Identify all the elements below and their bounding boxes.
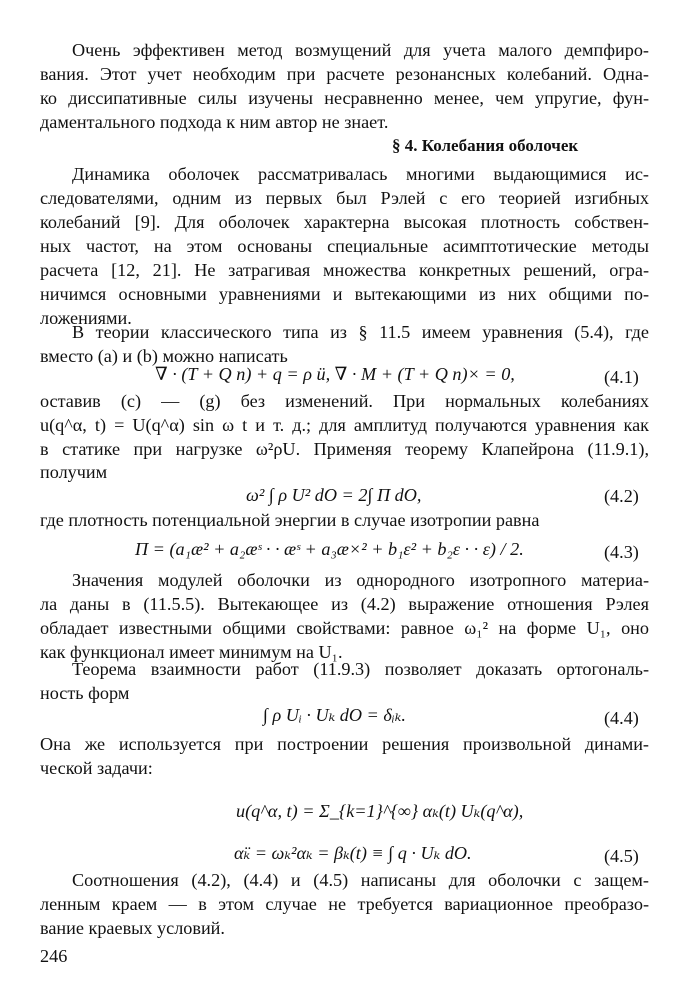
text-line: ность форм: [40, 683, 130, 703]
text-line: вания. Этот учет необходим при расчете резонансных колебаний. Одна-: [40, 64, 649, 84]
text-line: Она же используется при построении решения произвольной динами-: [40, 734, 649, 754]
text-line: Значения модулей оболочки из однородного изотропного материа-: [72, 570, 649, 590]
text-line: ничимся основными уравнениями и вытекающими из них общими по-: [40, 284, 649, 304]
text-line: ных частот, на этом основаны специальные асимптотические методы: [40, 236, 649, 256]
text-line: в статике при нагрузке ω²ρU. Применяя теорему Клапейрона (11.9.1),: [40, 439, 649, 459]
text-line: Динамика оболочек рассматривалась многими выдающимися ис-: [72, 164, 649, 184]
text-line: ложениями.: [40, 308, 132, 328]
equation-4-4: ∫ ρ Uᵢ · Uₖ dO = δᵢₖ.: [263, 705, 406, 725]
text-line: следователями, одним из первых был Рэлей с его теорией изгибных: [40, 188, 649, 208]
text-line: оставив (c) — (g) без изменений. При нормальных колебаниях: [40, 391, 649, 411]
equation-4-2: ω² ∫ ρ U² dO = 2∫ Π dO,: [246, 485, 422, 505]
text-line: даментального подхода к ним автор не знает.: [40, 112, 389, 132]
text-line: как функционал имеет минимум на U₁.: [40, 642, 343, 662]
text-line: ческой задачи:: [40, 758, 153, 778]
text-line: получим: [40, 462, 108, 482]
text-line: колебаний [9]. Для оболочек характерна высокая плотность собствен-: [40, 212, 649, 232]
equation-number: (4.1): [604, 367, 639, 387]
equation-4-3: Π = (a₁æ² + a₂æˢ · · æˢ + a₃æ×² + b₁ε² + b₂ε · · ε) / 2.: [135, 539, 524, 559]
equation-number: (4.3): [604, 542, 639, 562]
text-line: расчета [12, 21]. Не затрагивая множества конкретных решений, огра-: [40, 260, 649, 280]
equation-4-5-line-1: u(q^α, t) = Σ_{k=1}^{∞} αₖ(t) Uₖ(q^α),: [236, 801, 524, 821]
text-line: вместо (a) и (b) можно написать: [40, 346, 288, 366]
text-line: ла даны в (11.5.5). Вытекающее из (4.2) выражение отношения Рэлея: [40, 594, 649, 614]
page-number: 246: [40, 946, 68, 966]
text-line: В теории классического типа из § 11.5 имеем уравнения (5.4), где: [72, 322, 649, 342]
text-line: где плотность потенциальной энергии в случае изотропии равна: [40, 510, 540, 530]
equation-4-1: ∇ · (T + Q n) + q = ρ ü, ∇ · M + (T + Q n)× = 0,: [155, 364, 515, 384]
text-line: Очень эффективен метод возмущений для учета малого демпфиро-: [72, 40, 649, 60]
section-heading: § 4. Колебания оболочек: [392, 136, 579, 155]
text-line: вание краевых условий.: [40, 918, 225, 938]
text-line: ко диссипативные силы изучены несравненно менее, чем упругие, фун-: [40, 88, 649, 108]
text-line: u(q^α, t) = U(q^α) sin ω t и т. д.; для амплитуд получаются уравнения как: [40, 415, 649, 435]
equation-number: (4.4): [604, 708, 639, 728]
equation-number: (4.2): [604, 486, 639, 506]
text-line: Теорема взаимности работ (11.9.3) позволяет доказать ортогональ-: [72, 659, 649, 679]
text-line: ленным краем — в этом случае не требуется вариационное преобразо-: [40, 894, 649, 914]
equation-4-5-line-2: α̈ₖ = ωₖ²αₖ = βₖ(t) ≡ ∫ q · Uₖ dO.: [234, 843, 472, 863]
equation-number: (4.5): [604, 846, 639, 866]
text-line: Соотношения (4.2), (4.4) и (4.5) написаны для оболочки с защем-: [72, 870, 649, 890]
text-line: обладает известными общими свойствами: равное ω₁² на форме U₁, оно: [40, 618, 649, 638]
